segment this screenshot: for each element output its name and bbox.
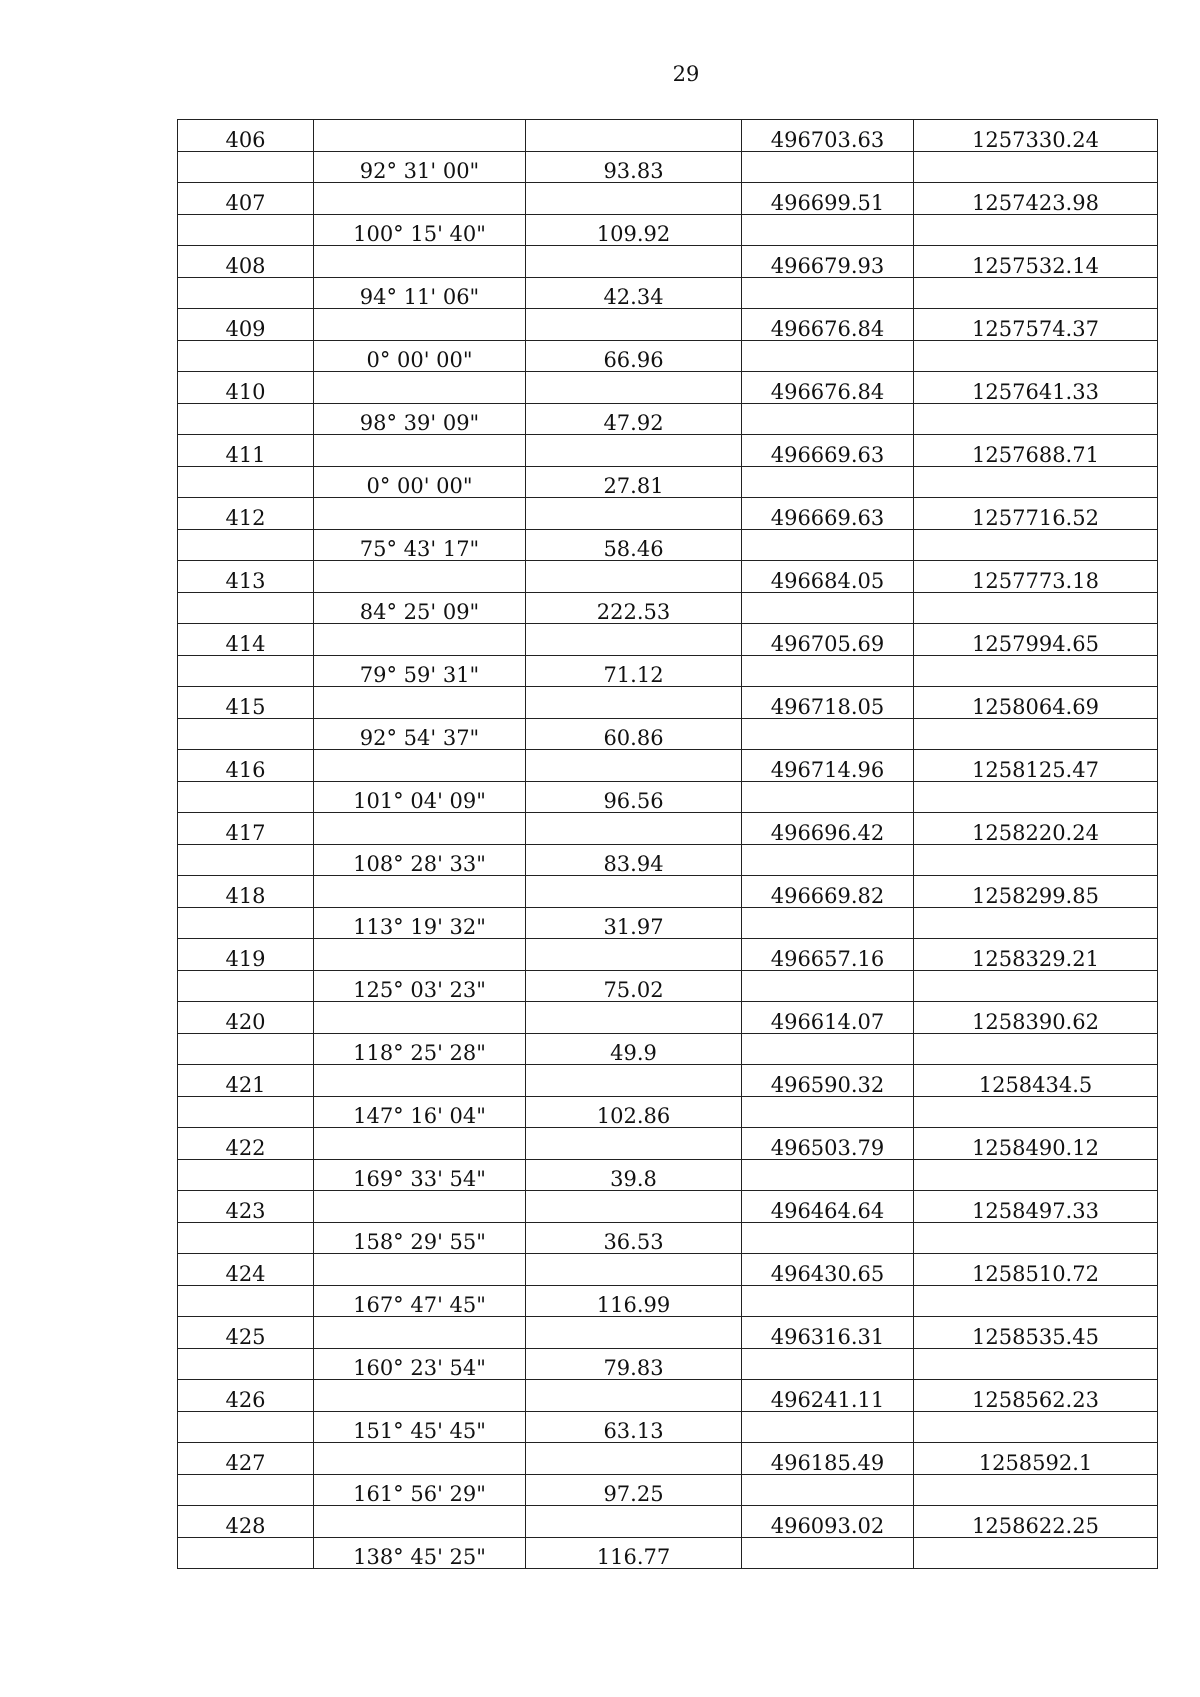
table-row — [178, 907, 1158, 939]
northing-cell — [742, 151, 914, 183]
station-cell — [178, 151, 314, 183]
northing-cell — [742, 403, 914, 435]
easting-cell — [914, 907, 1158, 939]
bearing-cell: 0° 00' 00" — [314, 466, 526, 498]
bearing-cell — [314, 1254, 526, 1286]
bearing-cell — [314, 1002, 526, 1034]
easting-cell: 1258497.33 — [914, 1191, 1158, 1223]
station-cell — [178, 340, 314, 372]
northing-cell: 496430.65 — [742, 1254, 914, 1286]
northing-cell: 496669.63 — [742, 435, 914, 467]
survey-coordinates-table — [177, 119, 1158, 1569]
northing-cell: 496185.49 — [742, 1443, 914, 1475]
station-cell — [178, 1159, 314, 1191]
northing-cell: 496093.02 — [742, 1506, 914, 1538]
table-row — [178, 1254, 1158, 1286]
easting-cell — [914, 403, 1158, 435]
easting-cell: 1258510.72 — [914, 1254, 1158, 1286]
distance-cell: 79.83 — [526, 1348, 742, 1380]
easting-cell — [914, 781, 1158, 813]
table-row — [178, 151, 1158, 183]
distance-cell — [526, 813, 742, 845]
easting-cell — [914, 151, 1158, 183]
table-row — [178, 1096, 1158, 1128]
distance-cell — [526, 1443, 742, 1475]
table-row — [178, 372, 1158, 404]
distance-cell — [526, 1002, 742, 1034]
northing-cell: 496590.32 — [742, 1065, 914, 1097]
northing-cell — [742, 466, 914, 498]
easting-cell: 1257994.65 — [914, 624, 1158, 656]
station-cell — [178, 907, 314, 939]
station-cell: 416 — [178, 750, 314, 782]
northing-cell — [742, 781, 914, 813]
bearing-cell: 84° 25' 09" — [314, 592, 526, 624]
table-row — [178, 435, 1158, 467]
distance-cell — [526, 183, 742, 215]
bearing-cell — [314, 750, 526, 782]
easting-cell — [914, 1159, 1158, 1191]
bearing-cell: 160° 23' 54" — [314, 1348, 526, 1380]
table-row — [178, 1443, 1158, 1475]
station-cell: 424 — [178, 1254, 314, 1286]
distance-cell: 97.25 — [526, 1474, 742, 1506]
table-row — [178, 844, 1158, 876]
northing-cell — [742, 718, 914, 750]
bearing-cell: 125° 03' 23" — [314, 970, 526, 1002]
station-cell: 415 — [178, 687, 314, 719]
bearing-cell: 98° 39' 09" — [314, 403, 526, 435]
table-row — [178, 939, 1158, 971]
northing-cell: 496679.93 — [742, 246, 914, 278]
easting-cell: 1258622.25 — [914, 1506, 1158, 1538]
easting-cell: 1258125.47 — [914, 750, 1158, 782]
bearing-cell: 158° 29' 55" — [314, 1222, 526, 1254]
distance-cell — [526, 120, 742, 152]
northing-cell: 496699.51 — [742, 183, 914, 215]
distance-cell: 27.81 — [526, 466, 742, 498]
table-row — [178, 624, 1158, 656]
distance-cell: 96.56 — [526, 781, 742, 813]
northing-cell — [742, 1096, 914, 1128]
distance-cell — [526, 1317, 742, 1349]
bearing-cell: 92° 54' 37" — [314, 718, 526, 750]
distance-cell: 93.83 — [526, 151, 742, 183]
easting-cell: 1258535.45 — [914, 1317, 1158, 1349]
bearing-cell: 113° 19' 32" — [314, 907, 526, 939]
table-row — [178, 340, 1158, 372]
table-row — [178, 214, 1158, 246]
bearing-cell — [314, 876, 526, 908]
table-row — [178, 466, 1158, 498]
easting-cell — [914, 340, 1158, 372]
station-cell — [178, 1033, 314, 1065]
easting-cell: 1257688.71 — [914, 435, 1158, 467]
distance-cell: 109.92 — [526, 214, 742, 246]
northing-cell — [742, 340, 914, 372]
northing-cell — [742, 1411, 914, 1443]
table-row — [178, 1506, 1158, 1538]
easting-cell — [914, 1348, 1158, 1380]
distance-cell — [526, 1128, 742, 1160]
northing-cell — [742, 1033, 914, 1065]
northing-cell: 496464.64 — [742, 1191, 914, 1223]
easting-cell — [914, 970, 1158, 1002]
bearing-cell — [314, 1317, 526, 1349]
distance-cell: 116.99 — [526, 1285, 742, 1317]
survey-table-body — [178, 120, 1158, 1569]
bearing-cell — [314, 120, 526, 152]
distance-cell — [526, 498, 742, 530]
table-row — [178, 120, 1158, 152]
distance-cell — [526, 561, 742, 593]
page-number: 29 — [672, 62, 700, 86]
table-row — [178, 687, 1158, 719]
distance-cell — [526, 876, 742, 908]
northing-cell: 496669.63 — [742, 498, 914, 530]
northing-cell: 496676.84 — [742, 309, 914, 341]
station-cell — [178, 844, 314, 876]
station-cell — [178, 970, 314, 1002]
distance-cell: 75.02 — [526, 970, 742, 1002]
easting-cell — [914, 655, 1158, 687]
distance-cell: 116.77 — [526, 1537, 742, 1569]
station-cell: 417 — [178, 813, 314, 845]
bearing-cell — [314, 624, 526, 656]
station-cell: 423 — [178, 1191, 314, 1223]
table-row — [178, 1348, 1158, 1380]
easting-cell — [914, 592, 1158, 624]
bearing-cell: 118° 25' 28" — [314, 1033, 526, 1065]
station-cell — [178, 214, 314, 246]
table-row — [178, 718, 1158, 750]
table-row — [178, 592, 1158, 624]
distance-cell — [526, 1191, 742, 1223]
distance-cell: 39.8 — [526, 1159, 742, 1191]
northing-cell — [742, 1222, 914, 1254]
northing-cell: 496703.63 — [742, 120, 914, 152]
bearing-cell — [314, 1443, 526, 1475]
easting-cell — [914, 214, 1158, 246]
table-row — [178, 750, 1158, 782]
easting-cell — [914, 718, 1158, 750]
station-cell: 410 — [178, 372, 314, 404]
table-row — [178, 403, 1158, 435]
station-cell — [178, 1222, 314, 1254]
station-cell: 426 — [178, 1380, 314, 1412]
bearing-cell: 92° 31' 00" — [314, 151, 526, 183]
station-cell: 412 — [178, 498, 314, 530]
distance-cell: 66.96 — [526, 340, 742, 372]
distance-cell — [526, 687, 742, 719]
distance-cell — [526, 750, 742, 782]
distance-cell — [526, 372, 742, 404]
bearing-cell — [314, 1506, 526, 1538]
northing-cell — [742, 970, 914, 1002]
northing-cell — [742, 214, 914, 246]
bearing-cell: 0° 00' 00" — [314, 340, 526, 372]
easting-cell — [914, 529, 1158, 561]
station-cell: 414 — [178, 624, 314, 656]
station-cell — [178, 592, 314, 624]
table-row — [178, 655, 1158, 687]
northing-cell — [742, 1285, 914, 1317]
easting-cell: 1258562.23 — [914, 1380, 1158, 1412]
station-cell: 427 — [178, 1443, 314, 1475]
station-cell: 409 — [178, 309, 314, 341]
easting-cell — [914, 1474, 1158, 1506]
table-row — [178, 529, 1158, 561]
station-cell — [178, 403, 314, 435]
northing-cell — [742, 1474, 914, 1506]
bearing-cell — [314, 1380, 526, 1412]
table-row — [178, 1191, 1158, 1223]
station-cell: 421 — [178, 1065, 314, 1097]
bearing-cell: 138° 45' 25" — [314, 1537, 526, 1569]
bearing-cell — [314, 561, 526, 593]
table-row — [178, 1033, 1158, 1065]
northing-cell — [742, 592, 914, 624]
distance-cell: 222.53 — [526, 592, 742, 624]
easting-cell — [914, 1411, 1158, 1443]
station-cell: 413 — [178, 561, 314, 593]
station-cell — [178, 655, 314, 687]
easting-cell: 1258390.62 — [914, 1002, 1158, 1034]
station-cell — [178, 781, 314, 813]
northing-cell: 496657.16 — [742, 939, 914, 971]
station-cell: 419 — [178, 939, 314, 971]
bearing-cell — [314, 1191, 526, 1223]
northing-cell: 496614.07 — [742, 1002, 914, 1034]
easting-cell: 1258299.85 — [914, 876, 1158, 908]
distance-cell: 47.92 — [526, 403, 742, 435]
northing-cell — [742, 907, 914, 939]
northing-cell — [742, 529, 914, 561]
bearing-cell: 108° 28' 33" — [314, 844, 526, 876]
bearing-cell — [314, 1065, 526, 1097]
distance-cell: 71.12 — [526, 655, 742, 687]
station-cell — [178, 277, 314, 309]
table-row — [178, 561, 1158, 593]
table-row — [178, 1222, 1158, 1254]
station-cell: 418 — [178, 876, 314, 908]
northing-cell: 496714.96 — [742, 750, 914, 782]
bearing-cell — [314, 435, 526, 467]
station-cell: 408 — [178, 246, 314, 278]
table-row — [178, 1411, 1158, 1443]
distance-cell: 36.53 — [526, 1222, 742, 1254]
northing-cell: 496718.05 — [742, 687, 914, 719]
station-cell — [178, 1411, 314, 1443]
table-row — [178, 1002, 1158, 1034]
northing-cell — [742, 277, 914, 309]
easting-cell: 1258220.24 — [914, 813, 1158, 845]
northing-cell: 496696.42 — [742, 813, 914, 845]
bearing-cell: 169° 33' 54" — [314, 1159, 526, 1191]
distance-cell: 83.94 — [526, 844, 742, 876]
table-row — [178, 183, 1158, 215]
easting-cell — [914, 844, 1158, 876]
easting-cell: 1257641.33 — [914, 372, 1158, 404]
station-cell: 411 — [178, 435, 314, 467]
table-row — [178, 1317, 1158, 1349]
station-cell — [178, 1285, 314, 1317]
station-cell: 422 — [178, 1128, 314, 1160]
northing-cell: 496316.31 — [742, 1317, 914, 1349]
table-row — [178, 246, 1158, 278]
distance-cell: 60.86 — [526, 718, 742, 750]
distance-cell: 31.97 — [526, 907, 742, 939]
bearing-cell: 101° 04' 09" — [314, 781, 526, 813]
bearing-cell: 94° 11' 06" — [314, 277, 526, 309]
station-cell: 406 — [178, 120, 314, 152]
northing-cell: 496241.11 — [742, 1380, 914, 1412]
bearing-cell: 75° 43' 17" — [314, 529, 526, 561]
bearing-cell — [314, 498, 526, 530]
distance-cell — [526, 1254, 742, 1286]
easting-cell — [914, 1285, 1158, 1317]
bearing-cell — [314, 1128, 526, 1160]
easting-cell: 1258592.1 — [914, 1443, 1158, 1475]
station-cell: 428 — [178, 1506, 314, 1538]
distance-cell — [526, 1065, 742, 1097]
northing-cell: 496684.05 — [742, 561, 914, 593]
station-cell — [178, 1348, 314, 1380]
table-row — [178, 813, 1158, 845]
bearing-cell — [314, 183, 526, 215]
station-cell: 420 — [178, 1002, 314, 1034]
station-cell — [178, 718, 314, 750]
distance-cell: 42.34 — [526, 277, 742, 309]
bearing-cell: 151° 45' 45" — [314, 1411, 526, 1443]
easting-cell: 1258490.12 — [914, 1128, 1158, 1160]
table-row — [178, 1065, 1158, 1097]
northing-cell — [742, 1348, 914, 1380]
bearing-cell — [314, 939, 526, 971]
distance-cell: 63.13 — [526, 1411, 742, 1443]
bearing-cell: 161° 56' 29" — [314, 1474, 526, 1506]
distance-cell — [526, 624, 742, 656]
easting-cell — [914, 1537, 1158, 1569]
station-cell — [178, 1474, 314, 1506]
table-row — [178, 1380, 1158, 1412]
bearing-cell: 147° 16' 04" — [314, 1096, 526, 1128]
distance-cell: 102.86 — [526, 1096, 742, 1128]
easting-cell — [914, 1222, 1158, 1254]
distance-cell — [526, 309, 742, 341]
easting-cell: 1258064.69 — [914, 687, 1158, 719]
bearing-cell: 79° 59' 31" — [314, 655, 526, 687]
easting-cell: 1257716.52 — [914, 498, 1158, 530]
table-row — [178, 309, 1158, 341]
northing-cell — [742, 1537, 914, 1569]
station-cell — [178, 466, 314, 498]
easting-cell — [914, 466, 1158, 498]
easting-cell — [914, 1096, 1158, 1128]
table-row — [178, 1285, 1158, 1317]
northing-cell: 496676.84 — [742, 372, 914, 404]
northing-cell — [742, 655, 914, 687]
northing-cell — [742, 844, 914, 876]
bearing-cell: 167° 47' 45" — [314, 1285, 526, 1317]
distance-cell — [526, 246, 742, 278]
distance-cell — [526, 1380, 742, 1412]
bearing-cell — [314, 372, 526, 404]
station-cell — [178, 1096, 314, 1128]
distance-cell — [526, 1506, 742, 1538]
table-row — [178, 277, 1158, 309]
northing-cell: 496669.82 — [742, 876, 914, 908]
table-row — [178, 781, 1158, 813]
table-row — [178, 876, 1158, 908]
distance-cell: 49.9 — [526, 1033, 742, 1065]
table-row — [178, 1537, 1158, 1569]
easting-cell: 1257532.14 — [914, 246, 1158, 278]
northing-cell: 496705.69 — [742, 624, 914, 656]
bearing-cell: 100° 15' 40" — [314, 214, 526, 246]
easting-cell: 1258434.5 — [914, 1065, 1158, 1097]
table-row — [178, 1128, 1158, 1160]
table-row — [178, 1474, 1158, 1506]
table-row — [178, 498, 1158, 530]
easting-cell — [914, 1033, 1158, 1065]
station-cell: 425 — [178, 1317, 314, 1349]
bearing-cell — [314, 246, 526, 278]
easting-cell: 1257423.98 — [914, 183, 1158, 215]
distance-cell: 58.46 — [526, 529, 742, 561]
distance-cell — [526, 939, 742, 971]
easting-cell: 1258329.21 — [914, 939, 1158, 971]
table-row — [178, 970, 1158, 1002]
station-cell — [178, 529, 314, 561]
northing-cell: 496503.79 — [742, 1128, 914, 1160]
easting-cell — [914, 277, 1158, 309]
station-cell — [178, 1537, 314, 1569]
northing-cell — [742, 1159, 914, 1191]
bearing-cell — [314, 813, 526, 845]
easting-cell: 1257574.37 — [914, 309, 1158, 341]
table-row — [178, 1159, 1158, 1191]
easting-cell: 1257330.24 — [914, 120, 1158, 152]
easting-cell: 1257773.18 — [914, 561, 1158, 593]
station-cell: 407 — [178, 183, 314, 215]
distance-cell — [526, 435, 742, 467]
bearing-cell — [314, 687, 526, 719]
bearing-cell — [314, 309, 526, 341]
